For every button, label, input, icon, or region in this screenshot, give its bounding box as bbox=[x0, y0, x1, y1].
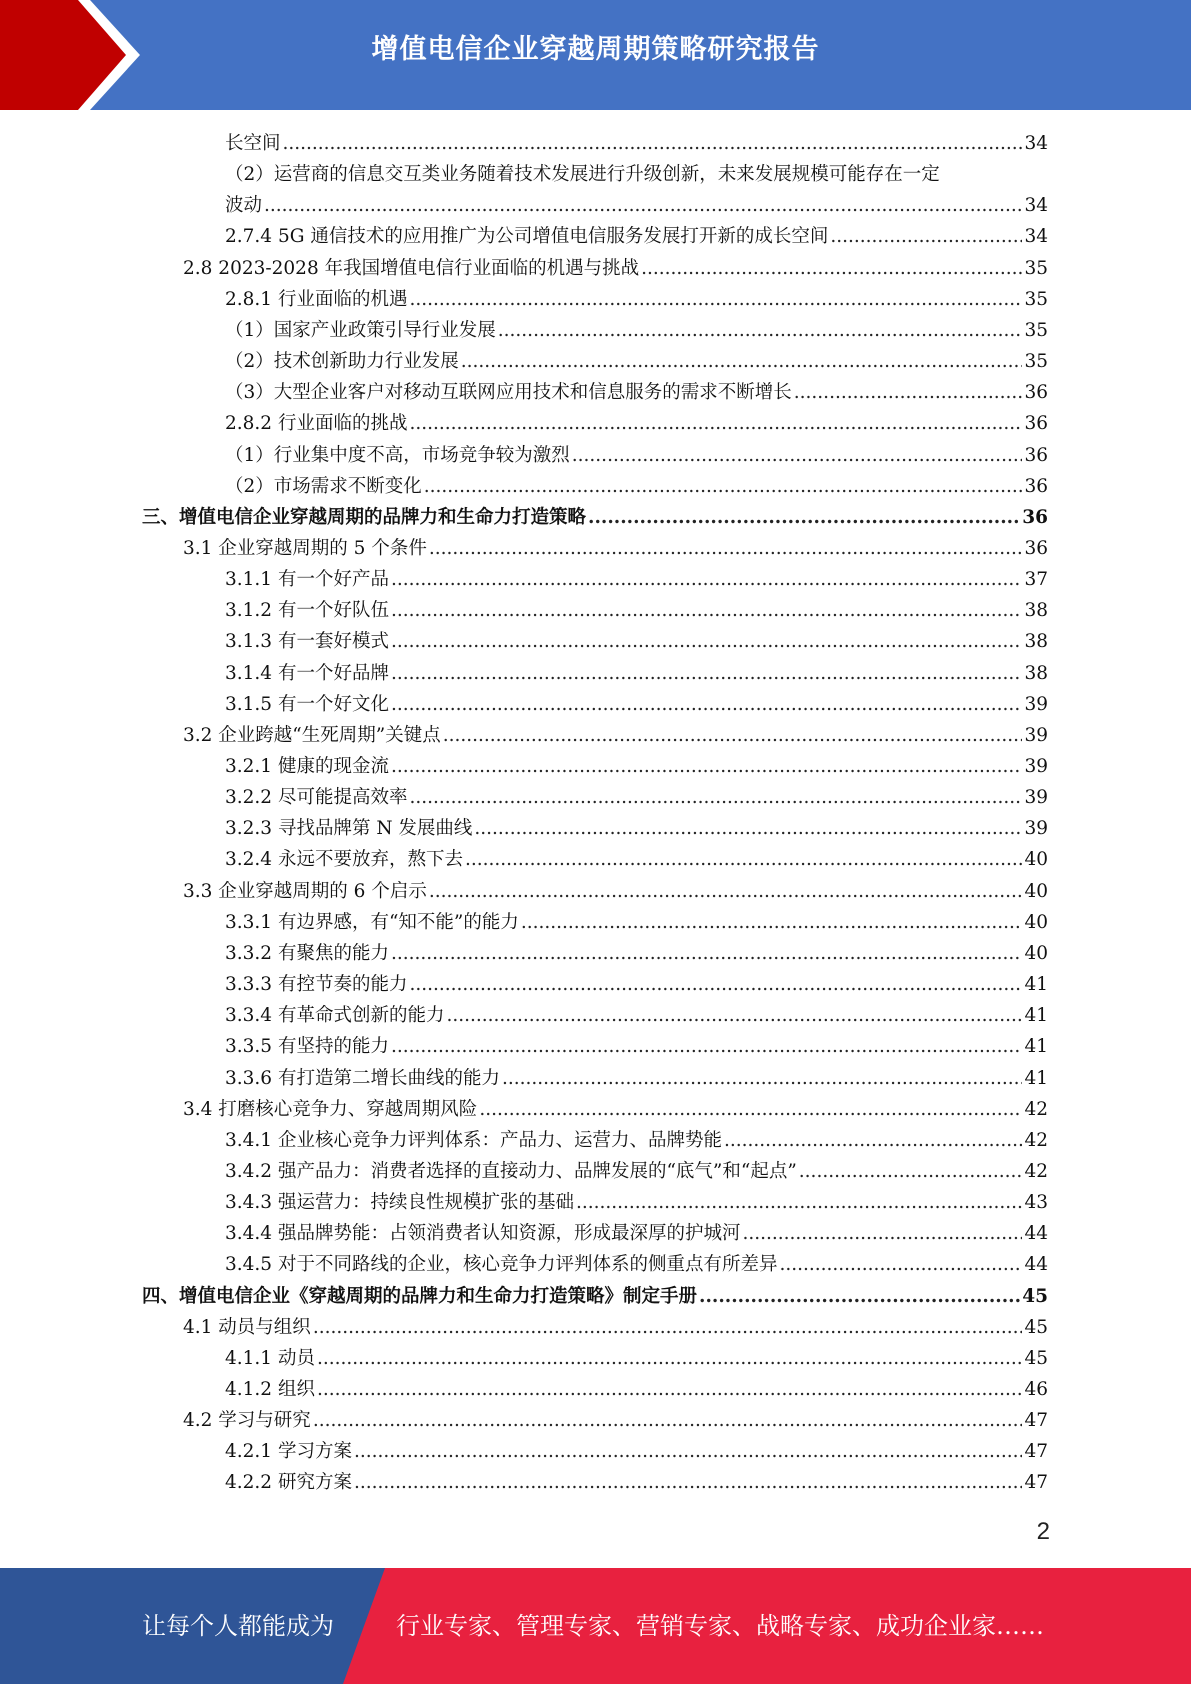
report-title: 增值电信企业穿越周期策略研究报告 bbox=[371, 34, 820, 65]
toc-entry-label: 3.2.2 尽可能提高效率 bbox=[225, 787, 408, 809]
toc-leader-dots bbox=[409, 969, 1022, 1000]
toc-entry[interactable] bbox=[225, 471, 1048, 502]
toc-leader-dots bbox=[443, 720, 1023, 751]
toc-leader-dots bbox=[429, 533, 1023, 564]
toc-entry[interactable] bbox=[225, 1218, 1048, 1249]
page-footer bbox=[0, 1568, 1191, 1684]
footer-slogan-left: 让每个人都能成为 bbox=[142, 1612, 334, 1640]
toc-leader-dots bbox=[429, 876, 1023, 907]
toc-entry-label: （1）行业集中度不高，市场竞争较为激烈 bbox=[225, 444, 570, 466]
toc-entry[interactable] bbox=[225, 782, 1048, 813]
toc-leader-dots bbox=[354, 1436, 1023, 1467]
toc-leader-dots bbox=[391, 751, 1022, 782]
toc-entry[interactable] bbox=[225, 190, 1048, 221]
toc-entry-label: （2）技术创新助力行业发展 bbox=[225, 351, 459, 373]
toc-entry-page: 37 bbox=[1024, 569, 1048, 591]
toc-entry-page: 45 bbox=[1024, 1316, 1048, 1338]
toc-leader-dots bbox=[283, 128, 1023, 159]
toc-leader-dots bbox=[391, 595, 1022, 626]
toc-leader-dots bbox=[391, 1031, 1022, 1062]
toc-entry-label: 3.4.4 强品牌势能：占领消费者认知资源，形成最深厚的护城河 bbox=[225, 1223, 741, 1245]
toc-entry-page: 36 bbox=[1024, 444, 1048, 466]
toc-entry-label: 4.1.1 动员 bbox=[225, 1347, 315, 1369]
toc-leader-dots bbox=[391, 658, 1022, 689]
toc-entry-label: 3.4 打磨核心竞争力、穿越周期风险 bbox=[183, 1098, 478, 1120]
toc-entry-page: 36 bbox=[1024, 382, 1048, 404]
toc-entry-label: 长空间 bbox=[225, 133, 281, 154]
toc-entry-label: 3.1.4 有一个好品牌 bbox=[225, 662, 389, 684]
toc-entry-label: （3）大型企业客户对移动互联网应用技术和信息服务的需求不断增长 bbox=[225, 382, 792, 404]
toc-entry-page: 44 bbox=[1024, 1223, 1048, 1245]
toc-entry[interactable] bbox=[225, 938, 1048, 969]
toc-leader-dots bbox=[521, 907, 1023, 938]
toc-leader-dots bbox=[409, 408, 1022, 439]
toc-entry-label: 3.3 企业穿越周期的 6 个启示 bbox=[183, 880, 427, 902]
toc-entry-label: 3.1.1 有一个好产品 bbox=[225, 569, 389, 591]
toc-leader-dots bbox=[479, 1094, 1022, 1125]
toc-leader-dots bbox=[409, 782, 1022, 813]
toc-entry-page: 41 bbox=[1024, 1067, 1048, 1089]
toc-entry-label: 3.4.2 强产品力：消费者选择的直接动力、品牌发展的“底气”和“起点” bbox=[225, 1160, 797, 1182]
toc-entry-page: 41 bbox=[1024, 1005, 1048, 1027]
toc-entry-page: 43 bbox=[1024, 1192, 1048, 1214]
toc-leader-dots bbox=[313, 1405, 1023, 1436]
footer-slogan-right: 行业专家、管理专家、营销专家、战略专家、成功企业家…… bbox=[396, 1612, 1044, 1640]
toc-entry[interactable] bbox=[225, 1156, 1048, 1187]
toc-entry[interactable] bbox=[225, 844, 1048, 875]
toc-entry-page: 35 bbox=[1024, 319, 1048, 341]
toc-entry-page: 42 bbox=[1024, 1098, 1048, 1120]
toc-entry[interactable] bbox=[225, 159, 1048, 190]
toc-entry-page: 38 bbox=[1024, 631, 1048, 653]
toc-entry-label: 3.3.3 有控节奏的能力 bbox=[225, 974, 408, 996]
toc-entry-label: 4.2.2 研究方案 bbox=[225, 1472, 352, 1494]
toc-leader-dots bbox=[641, 253, 1022, 284]
toc-leader-dots bbox=[572, 440, 1023, 471]
toc-entry-label: 4.2.1 学习方案 bbox=[225, 1441, 352, 1463]
toc-entry-label: 波动 bbox=[225, 195, 263, 217]
toc-leader-dots bbox=[794, 377, 1023, 408]
toc-entry[interactable] bbox=[142, 1281, 1048, 1312]
toc-entry-label: （2）运营商的信息交互类业务随着技术发展进行升级创新，未来发展规模可能存在一定 bbox=[225, 164, 940, 186]
toc-entry[interactable] bbox=[225, 346, 1048, 377]
toc-leader-dots bbox=[742, 1218, 1022, 1249]
toc-entry-page: 40 bbox=[1024, 849, 1048, 871]
toc-entry[interactable] bbox=[225, 315, 1048, 346]
toc-entry-label: 3.2.1 健康的现金流 bbox=[225, 756, 389, 777]
toc-leader-dots bbox=[313, 1312, 1023, 1343]
toc-entry-label: 三、增值电信企业穿越周期的品牌力和生命力打造策略 bbox=[142, 506, 587, 528]
toc-leader-dots bbox=[354, 1467, 1023, 1498]
toc-entry[interactable] bbox=[225, 658, 1048, 689]
toc-entry-label: 3.2 企业跨越“生死周期”关键点 bbox=[183, 724, 441, 746]
toc-entry[interactable] bbox=[225, 969, 1048, 1000]
toc-entry-page: 40 bbox=[1024, 911, 1048, 933]
toc-leader-dots bbox=[779, 1249, 1022, 1280]
toc-entry[interactable] bbox=[225, 284, 1048, 315]
toc-entry[interactable] bbox=[183, 1094, 1048, 1125]
toc-entry[interactable] bbox=[225, 1249, 1048, 1280]
toc-leader-dots bbox=[391, 938, 1022, 969]
toc-leader-dots bbox=[409, 284, 1022, 315]
toc-leader-dots bbox=[576, 1187, 1022, 1218]
toc-entry-page: 41 bbox=[1024, 1036, 1048, 1058]
toc-entry-label: 2.8 2023-2028 年我国增值电信行业面临的机遇与挑战 bbox=[183, 257, 640, 279]
toc-entry-label: 3.1.2 有一个好队伍 bbox=[225, 600, 389, 622]
toc-entry-page: 35 bbox=[1024, 257, 1048, 279]
toc-entry-page: 39 bbox=[1024, 693, 1048, 715]
toc-leader-dots bbox=[588, 502, 1020, 533]
toc-entry[interactable] bbox=[183, 253, 1048, 284]
toc-entry[interactable] bbox=[225, 813, 1048, 844]
toc-entry-page: 36 bbox=[1022, 506, 1048, 528]
toc-entry-page: 45 bbox=[1024, 1347, 1048, 1369]
toc-entry[interactable] bbox=[183, 720, 1048, 751]
toc-entry-label: 4.1 动员与组织 bbox=[183, 1316, 311, 1338]
toc-entry-page: 46 bbox=[1024, 1379, 1048, 1400]
toc-entry-label: 3.2.4 永远不要放弃，熬下去 bbox=[225, 849, 463, 871]
toc-entry[interactable] bbox=[225, 377, 1048, 408]
toc-entry-page: 45 bbox=[1022, 1285, 1048, 1307]
toc-leader-dots bbox=[474, 813, 1022, 844]
toc-leader-dots bbox=[724, 1125, 1022, 1156]
toc-entry-page: 39 bbox=[1024, 756, 1048, 777]
toc-entry-label: 3.1 企业穿越周期的 5 个条件 bbox=[183, 537, 427, 559]
toc-entry-page: 47 bbox=[1024, 1410, 1048, 1432]
toc-entry-page: 44 bbox=[1024, 1254, 1048, 1276]
toc-entry[interactable] bbox=[225, 440, 1048, 471]
toc-entry-page: 47 bbox=[1024, 1472, 1048, 1494]
toc-entry[interactable] bbox=[183, 876, 1048, 907]
toc-leader-dots bbox=[391, 626, 1022, 657]
toc-entry-page: 35 bbox=[1024, 351, 1048, 373]
toc-entry-page: 41 bbox=[1024, 974, 1048, 996]
toc-entry-page: 36 bbox=[1024, 475, 1048, 497]
toc-entry-page: 39 bbox=[1024, 787, 1048, 809]
toc-entry-label: 2.8.2 行业面临的挑战 bbox=[225, 413, 408, 435]
toc-entry[interactable] bbox=[225, 1125, 1048, 1156]
toc-leader-dots bbox=[830, 221, 1022, 252]
toc-entry-label: 3.2.3 寻找品牌第 N 发展曲线 bbox=[225, 818, 473, 840]
toc-entry[interactable] bbox=[225, 689, 1048, 720]
toc-leader-dots bbox=[699, 1281, 1020, 1312]
toc-leader-dots bbox=[391, 689, 1022, 720]
toc-entry-page: 38 bbox=[1024, 662, 1048, 684]
toc-leader-dots bbox=[446, 1000, 1022, 1031]
toc-entry-page: 42 bbox=[1024, 1160, 1048, 1182]
toc-leader-dots bbox=[502, 1063, 1022, 1094]
toc-entry[interactable] bbox=[225, 1436, 1048, 1467]
toc-entry-label: 3.1.3 有一套好模式 bbox=[225, 631, 389, 653]
toc-entry[interactable] bbox=[225, 626, 1048, 657]
toc-entry-label: 3.3.1 有边界感，有“知不能”的能力 bbox=[225, 911, 519, 933]
toc-entry-page: 40 bbox=[1024, 880, 1048, 902]
toc-entry-label: （1）国家产业政策引导行业发展 bbox=[225, 319, 496, 341]
page-number: 2 bbox=[1036, 1518, 1050, 1545]
toc-leader-dots bbox=[317, 1343, 1023, 1374]
toc-entry-label: 3.3.2 有聚焦的能力 bbox=[225, 942, 389, 964]
toc-leader-dots bbox=[498, 315, 1023, 346]
toc-entry-label: 3.3.4 有革命式创新的能力 bbox=[225, 1005, 445, 1027]
toc-leader-dots bbox=[799, 1156, 1023, 1187]
toc-entry[interactable] bbox=[225, 595, 1048, 626]
toc-entry-label: 3.4.1 企业核心竞争力评判体系：产品力、运营力、品牌势能 bbox=[225, 1129, 722, 1151]
toc-entry-page: 42 bbox=[1024, 1129, 1048, 1151]
toc-entry-label: 4.2 学习与研究 bbox=[183, 1410, 311, 1432]
toc-entry-page: 36 bbox=[1024, 413, 1048, 435]
toc-entry-label: 3.3.6 有打造第二增长曲线的能力 bbox=[225, 1067, 500, 1089]
toc-entry[interactable] bbox=[225, 221, 1048, 252]
toc-entry[interactable] bbox=[225, 128, 1048, 159]
toc-entry-page: 38 bbox=[1024, 600, 1048, 622]
toc-entry[interactable] bbox=[225, 1467, 1048, 1498]
toc-entry[interactable] bbox=[225, 408, 1048, 439]
toc-entry-page: 34 bbox=[1024, 133, 1048, 154]
toc-entry-page: 40 bbox=[1024, 942, 1048, 964]
toc-entry[interactable] bbox=[183, 1312, 1048, 1343]
toc-leader-dots bbox=[465, 844, 1022, 875]
toc-entry[interactable] bbox=[225, 907, 1048, 938]
toc-entry-page: 34 bbox=[1024, 195, 1048, 217]
toc-entry-label: 2.8.1 行业面临的机遇 bbox=[225, 288, 408, 310]
toc-entry-page: 39 bbox=[1024, 724, 1048, 746]
page-header bbox=[0, 0, 1191, 110]
toc-entry-label: （2）市场需求不断变化 bbox=[225, 475, 422, 497]
toc-entry[interactable] bbox=[142, 502, 1048, 533]
toc-entry-label: 4.1.2 组织 bbox=[225, 1379, 315, 1400]
toc-entry[interactable] bbox=[225, 1374, 1048, 1405]
toc-entry-label: 3.4.5 对于不同路线的企业，核心竞争力评判体系的侧重点有所差异 bbox=[225, 1254, 778, 1276]
toc-entry-page: 34 bbox=[1024, 226, 1048, 248]
toc-entry[interactable] bbox=[225, 1000, 1048, 1031]
toc-entry-page: 47 bbox=[1024, 1441, 1048, 1463]
toc-entry-label: 3.4.3 强运营力：持续良性规模扩张的基础 bbox=[225, 1192, 574, 1214]
toc-leader-dots bbox=[391, 564, 1022, 595]
toc-entry[interactable] bbox=[225, 1343, 1048, 1374]
toc-entry-page: 36 bbox=[1024, 537, 1048, 559]
toc-entry-page: 39 bbox=[1024, 818, 1048, 840]
toc-entry[interactable] bbox=[225, 1187, 1048, 1218]
toc-leader-dots bbox=[317, 1374, 1023, 1405]
toc-entry-label: 四、增值电信企业《穿越周期的品牌力和生命力打造策略》制定手册 bbox=[142, 1285, 698, 1307]
toc-leader-dots bbox=[461, 346, 1023, 377]
toc-leader-dots bbox=[264, 190, 1022, 221]
toc-entry-page: 35 bbox=[1024, 288, 1048, 310]
toc-entry-label: 2.7.4 5G 通信技术的应用推广为公司增值电信服务发展打开新的成长空间 bbox=[225, 226, 829, 248]
toc-entry-label: 3.1.5 有一个好文化 bbox=[225, 693, 389, 715]
toc-entry[interactable] bbox=[225, 751, 1048, 782]
toc-leader-dots bbox=[424, 471, 1023, 502]
toc-entry-label: 3.3.5 有坚持的能力 bbox=[225, 1036, 389, 1058]
toc-entry[interactable] bbox=[183, 1405, 1048, 1436]
toc-entry[interactable] bbox=[225, 1063, 1048, 1094]
toc-entry[interactable] bbox=[225, 564, 1048, 595]
toc-entry[interactable] bbox=[183, 533, 1048, 564]
toc-entry[interactable] bbox=[225, 1031, 1048, 1062]
